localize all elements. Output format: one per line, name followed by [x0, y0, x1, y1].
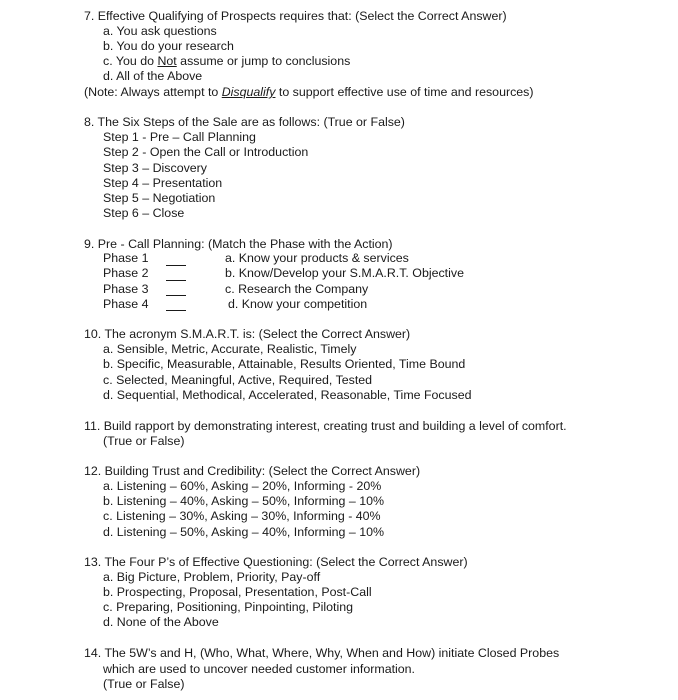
q8-step-5: Step 5 – Negotiation: [103, 191, 216, 205]
q9-action-b: b. Know/Develop your S.M.A.R.T. Objective: [225, 266, 464, 280]
q13-option-d: d. None of the Above: [103, 615, 219, 629]
q12-option-c: c. Listening – 30%, Asking – 30%, Informing - 40%: [103, 509, 381, 523]
q10-prompt: 10. The acronym S.M.A.R.T. is: (Select the Correct Answer): [84, 327, 411, 341]
q11-answer-hint: (True or False): [103, 434, 185, 448]
q9-answer-blank-2[interactable]: [166, 280, 186, 281]
q7-note-disqualify: Disqualify: [221, 85, 276, 99]
q7-prompt: 7. Effective Qualifying of Prospects requires that: (Select the Correct Answer): [84, 9, 507, 23]
q12-prompt: 12. Building Trust and Credibility: (Select the Correct Answer): [84, 464, 421, 478]
q8-step-3: Step 3 – Discovery: [103, 161, 207, 175]
q8-step-1: Step 1 - Pre – Call Planning: [103, 130, 256, 144]
q7-option-c: [103, 54, 350, 69]
q12-option-b: b. Listening – 40%, Asking – 50%, Informing – 10%: [103, 494, 385, 508]
q7-option-a: a. You ask questions: [103, 24, 217, 38]
q9-action-a: a. Know your products & services: [225, 251, 409, 265]
q10-option-d: d. Sequential, Methodical, Accelerated, Reasonable, Time Focused: [103, 388, 472, 402]
q9-phase-2: Phase 2: [103, 266, 149, 280]
q13-prompt: 13. The Four P’s of Effective Questioning: (Select the Correct Answer): [84, 555, 468, 569]
q9-phase-1: Phase 1: [103, 251, 149, 265]
q12-option-a: a. Listening – 60%, Asking – 20%, Informing - 20%: [103, 479, 382, 493]
q13-option-c: c. Preparing, Positioning, Pinpointing, Piloting: [103, 600, 354, 614]
q10-option-a: a. Sensible, Metric, Accurate, Realistic, Timely: [103, 342, 357, 356]
q9-answer-blank-3[interactable]: [166, 295, 186, 296]
q7-option-c-post: assume or jump to conclusions: [176, 54, 351, 68]
q9-action-c: c. Research the Company: [225, 282, 369, 296]
q8-prompt: 8. The Six Steps of the Sale are as follows: (True or False): [84, 115, 405, 129]
q11-prompt: 11. Build rapport by demonstrating interest, creating trust and building a level of comfort.: [84, 419, 567, 433]
q9-answer-blank-1[interactable]: [166, 265, 186, 266]
q9-answer-blank-4[interactable]: [166, 310, 186, 311]
q14-prompt-cont: which are used to uncover needed customer information.: [103, 662, 416, 676]
q9-action-d: d. Know your competition: [228, 297, 368, 311]
q9-phase-4: Phase 4: [103, 297, 149, 311]
q7-option-c-pre: c. You do: [103, 54, 158, 68]
q7-option-c-not: Not: [157, 54, 177, 68]
q9-prompt: 9. Pre - Call Planning: (Match the Phase with the Action): [84, 237, 393, 251]
q7-option-d: d. All of the Above: [103, 69, 203, 83]
q13-option-a: a. Big Picture, Problem, Priority, Pay-off: [103, 570, 321, 584]
q7-note-post: to support effective use of time and resources): [275, 85, 534, 99]
q10-option-c: c. Selected, Meaningful, Active, Required, Tested: [103, 373, 373, 387]
q13-option-b: b. Prospecting, Proposal, Presentation, Post-Call: [103, 585, 372, 599]
q14-answer-hint: (True or False): [103, 677, 185, 691]
q10-option-b: b. Specific, Measurable, Attainable, Results Oriented, Time Bound: [103, 357, 466, 371]
q8-step-4: Step 4 – Presentation: [103, 176, 223, 190]
q8-step-2: Step 2 - Open the Call or Introduction: [103, 145, 309, 159]
q8-step-6: Step 6 – Close: [103, 206, 185, 220]
q7-option-b: b. You do your research: [103, 39, 234, 53]
q9-phase-3: Phase 3: [103, 282, 149, 296]
q14-prompt: 14. The 5W’s and H, (Who, What, Where, Why, When and How) initiate Closed Probes: [84, 646, 560, 660]
q7-note: [84, 85, 534, 100]
q12-option-d: d. Listening – 50%, Asking – 40%, Informing – 10%: [103, 525, 385, 539]
q7-note-pre: (Note: Always attempt to: [84, 85, 222, 99]
